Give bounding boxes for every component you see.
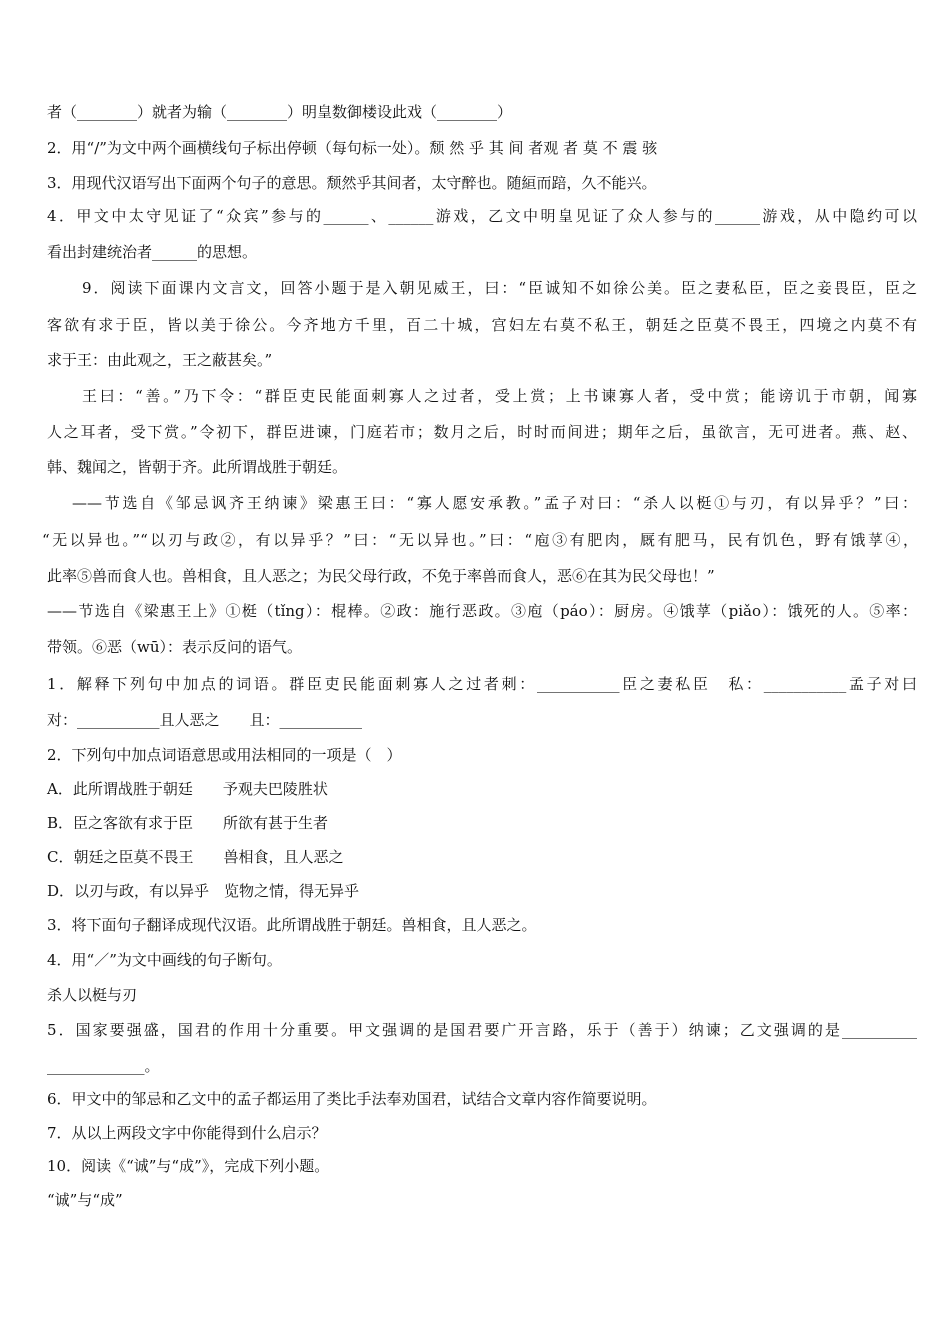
text-line: 带领。⑥恶（wū）：表示反问的语气。 <box>47 638 303 656</box>
text-line: D．以刃与政，有以异乎 览物之情，得无异乎 <box>47 882 360 900</box>
text-line: C．朝廷之臣莫不畏王 兽相食，且人恶之 <box>47 848 344 866</box>
text-line: 求于王：由此观之，王之蔽甚矣。” <box>47 351 273 369</box>
text-line: 9．阅读下面课内文言文，回答小题于是入朝见威王，曰：“臣诚知不如徐公美。臣之妻私臣，臣之妾畏臣，臣之 <box>82 279 917 297</box>
text-line: 6．甲文中的邹忌和乙文中的孟子都运用了类比手法奉劝国君，试结合文章内容作简要说明。 <box>47 1090 657 1108</box>
text-line: _____________。 <box>47 1057 160 1075</box>
text-line: 韩、魏闻之，皆朝于齐。此所谓战胜于朝廷。 <box>47 458 348 476</box>
text-line: “无以异也。”“以刃与政②，有以异乎？”曰：“无以异也。”曰：“庖③有肥肉，厩有肥马，民有饥色，野有饿莩④， <box>42 531 918 549</box>
text-line: 3．将下面句子翻译成现代汉语。此所谓战胜于朝廷。兽相食，且人恶之。 <box>47 916 537 934</box>
text-line: 2．下列句中加点词语意思或用法相同的一项是（ ） <box>47 746 402 764</box>
text-line: 客欲有求于臣，皆以美于徐公。今齐地方千里，百二十城，宫妇左右莫不私王，朝廷之臣莫不畏王，四境之内莫不有 <box>47 316 917 334</box>
text-line: 7．从以上两段文字中你能得到什么启示？ <box>47 1124 327 1142</box>
text-line: 5．国家要强盛，国君的作用十分重要。甲文强调的是国君要广开言路，乐于（善于）纳谏；乙文强调的是__________ <box>47 1021 917 1039</box>
text-line: ——节选自《邹忌讽齐王纳谏》梁惠王曰：“寡人愿安承教。”孟子对曰：“杀人以梃①与刃，有以异乎？”曰： <box>72 494 917 512</box>
text-line: 4．用“／”为文中画线的句子断句。 <box>47 951 282 969</box>
text-line: 4．甲文中太守见证了“众宾”参与的______、______游戏，乙文中明皇见证了众人参与的______游戏，从中隐约可以 <box>47 207 917 225</box>
text-line: 1．解释下列句中加点的词语。群臣吏民能面刺寡人之过者刺：___________臣之妻私臣 私：___________孟子对曰 <box>47 675 917 693</box>
text-line: 看出封建统治者______的思想。 <box>47 243 258 261</box>
text-line: “诚”与“成” <box>47 1191 123 1209</box>
text-line: 杀人以梃与刃 <box>47 986 138 1004</box>
text-line: 10．阅读《“诚”与“成”》，完成下列小题。 <box>47 1157 330 1175</box>
text-line: 王曰：“善。”乃下令：“群臣吏民能面刺寡人之过者，受上赏；上书谏寡人者，受中赏；能谤讥于市朝，闻寡 <box>82 387 917 405</box>
text-line: 3．用现代汉语写出下面两个句子的意思。颓然乎其间者，太守醉也。随絙而踣，久不能兴。 <box>47 174 657 192</box>
text-line: B．臣之客欲有求于臣 所欲有甚于生者 <box>47 814 329 832</box>
text-line: 2．用“/”为文中两个画横线句子标出停顿（每句标一处）。颓 然 乎 其 间 者观 者 莫 不 震 骇 <box>47 139 658 157</box>
text-line: 此率⑤兽而食人也。兽相食，且人恶之；为民父母行政，不免于率兽而食人，恶⑥在其为民父母也！” <box>47 567 715 585</box>
text-line: 人之耳者，受下赏。”令初下，群臣进谏，门庭若市；数月之后，时时而间进；期年之后，虽欲言，无可进者。燕、赵、 <box>47 423 917 441</box>
text-line: A．此所谓战胜于朝廷 予观夫巴陵胜状 <box>47 780 328 798</box>
text-line: ——节选自《梁惠王上》①梃（tǐng）：棍棒。②政：施行恶政。③庖（páo）：厨房。④饿莩（piǎo）：饿死的人。⑤率： <box>47 602 917 620</box>
text-line: 者（________）就者为输（________）明皇数御楼设此戏（________） <box>47 103 513 121</box>
text-line: 对：___________且人恶之 且：___________ <box>47 711 363 729</box>
